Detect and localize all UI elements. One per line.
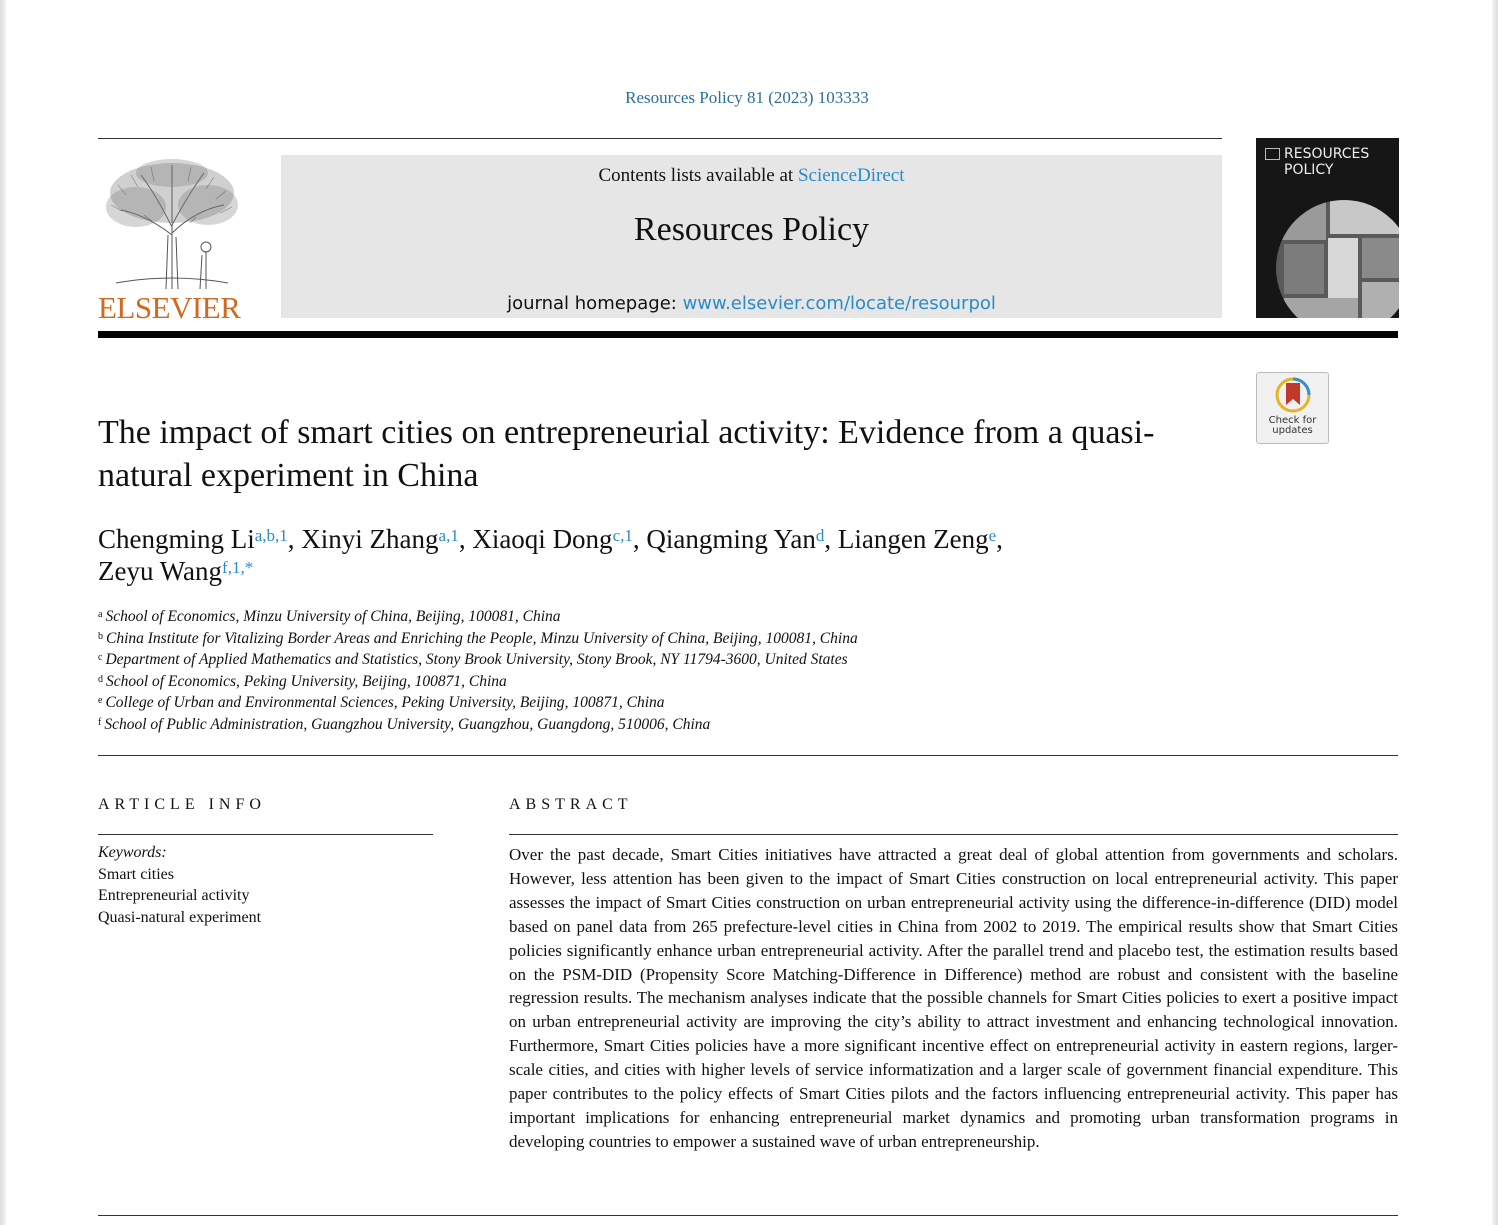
journal-homepage-link[interactable]: www.elsevier.com/locate/resourpol xyxy=(682,293,996,314)
author-name: Zeyu Wang xyxy=(98,556,223,586)
keyword-item: Quasi-natural experiment xyxy=(98,908,262,926)
cover-title-line1: RESOURCES xyxy=(1284,146,1370,162)
journal-title: Resources Policy xyxy=(633,211,870,248)
author-name: Chengming Li xyxy=(98,524,255,554)
author-affil-link[interactable]: f,1,* xyxy=(222,558,254,577)
affiliation-item xyxy=(98,692,1298,714)
article-info-heading: ARTICLE INFO xyxy=(98,796,266,813)
affiliation-label: d xyxy=(98,673,103,685)
affiliation-text: School of Economics, Minzu University of China, Beijing, 100081, China xyxy=(105,608,561,625)
affiliation-label: c xyxy=(98,652,103,663)
cover-title xyxy=(1284,146,1369,178)
author-affil-link[interactable]: e xyxy=(988,526,997,545)
check-for-updates-label xyxy=(1257,416,1328,436)
affiliation-text: China Institute for Vitalizing Border Areas and Enriching the People, Minzu University of China, Beijing, 100081, China xyxy=(106,629,858,647)
author-affil-link[interactable]: d xyxy=(815,526,825,545)
article-info-rule xyxy=(98,834,433,835)
journal-citation[interactable]: Resources Policy 81 (2023) 103333 xyxy=(625,88,869,107)
journal-cover[interactable] xyxy=(1256,138,1399,318)
section-rule xyxy=(98,755,1398,756)
author-list xyxy=(98,523,1298,587)
elsevier-logo-text[interactable]: ELSEVIER xyxy=(98,290,241,325)
keyword-item: Entrepreneurial activity xyxy=(98,887,250,904)
article-title: The impact of smart cities on entrepreneurial activity: Evidence from a quasi-natural experiment in China xyxy=(98,414,1155,494)
affiliation-list xyxy=(98,606,1298,735)
contents-line xyxy=(281,165,1222,187)
author-separator: , xyxy=(458,524,473,554)
masthead-rule xyxy=(98,331,1398,338)
affiliation-label: a xyxy=(98,609,103,620)
author-separator: , xyxy=(824,524,838,554)
cover-title-line2: POLICY xyxy=(1284,162,1334,178)
sciencedirect-link[interactable]: ScienceDirect xyxy=(797,165,905,186)
check-for-updates-button[interactable] xyxy=(1256,372,1329,444)
affiliation-text: College of Urban and Environmental Sciences, Peking University, Beijing, 100871, China xyxy=(105,694,665,711)
affiliation-text: School of Economics, Peking University, Beijing, 100871, China xyxy=(106,672,507,690)
cover-publisher-icon xyxy=(1265,148,1280,160)
author-separator: , xyxy=(287,524,302,554)
author-name: Qiangming Yan xyxy=(646,524,816,554)
keywords-block xyxy=(98,842,433,928)
affiliation-label: e xyxy=(98,695,103,706)
page-left-edge xyxy=(0,0,6,1225)
page-right-edge xyxy=(1492,0,1498,1225)
keyword-item: Smart cities xyxy=(98,865,174,883)
homepage-prefix: journal homepage: xyxy=(507,293,683,314)
author-name: Xiaoqi Dong xyxy=(472,524,613,554)
author-name: Liangen Zeng xyxy=(837,524,989,554)
cover-collage-icon xyxy=(1264,188,1399,318)
author-affil-link[interactable]: a,1 xyxy=(438,526,459,545)
homepage-line xyxy=(281,293,1222,314)
check-line1: Check for xyxy=(1268,415,1317,426)
check-line2: updates xyxy=(1272,425,1313,436)
contents-prefix: Contents lists available at xyxy=(598,165,798,186)
affiliation-label: f xyxy=(98,716,102,728)
bottom-rule xyxy=(98,1215,1398,1216)
author-name: Xinyi Zhang xyxy=(301,524,439,554)
affiliation-item xyxy=(98,671,1298,693)
abstract-text: Over the past decade, Smart Cities initiatives have attracted a great deal of global attention from governments and scholars. However, less attention has been given to the impact of Smart Cities construction on local entrepreneurial activity. This paper assesses the impact of Smart Cities construction on urban entrepreneurial activity using the difference-in-difference (DID) model based on panel data from 265 prefecture-level cities in China from 2002 to 2019. The empirical results show that Smart Cities policies significantly enhance urban entrepreneurial activity. After the parallel trend and placebo test, the estimation results based on the PSM-DID (Propensity Score Matching-Difference in Difference) method are robust and consistent with the baseline regression results. The mechanism analyses indicate that the possible channels for Smart Cities policies to exert a positive impact on urban entrepreneurial activity are improving the city’s ability to attract investment and enhancing technological innovation. Furthermore, Smart Cities policies have a more significant incentive effect on entrepreneurial activity in eastern regions, larger-scale cities, and cities with higher levels of service informatization and a larger scale of government financial expenditure. This paper contributes to the policy effects of Smart Cities pilots and the factors influencing entrepreneurial activity. This paper has important implications for enhancing entrepreneurial market dynamics and promoting urban transformation programs in developing countries to empower a sustained wave of urban entrepreneurship. xyxy=(509,845,1398,1151)
author-affil-link[interactable]: a,b,1 xyxy=(254,526,288,545)
abstract-rule xyxy=(509,834,1398,835)
journal-masthead xyxy=(281,155,1222,318)
bookmark-icon xyxy=(1275,377,1311,415)
header-rule xyxy=(98,138,1222,139)
author-separator: , xyxy=(632,524,647,554)
affiliation-label: b xyxy=(98,630,103,642)
affiliation-item xyxy=(98,714,1298,736)
keywords-label: Keywords: xyxy=(98,844,167,861)
affiliation-item xyxy=(98,649,1298,671)
author-affil-link[interactable]: c,1 xyxy=(612,526,633,545)
author-separator: , xyxy=(996,524,1003,554)
affiliation-item xyxy=(98,606,1298,628)
affiliation-text: Department of Applied Mathematics and Statistics, Stony Brook University, Stony Brook, NY 11794-3600, United States xyxy=(105,651,848,668)
abstract-heading: ABSTRACT xyxy=(509,796,633,813)
affiliation-text: School of Public Administration, Guangzhou University, Guangzhou, Guangdong, 510006, China xyxy=(104,715,711,733)
affiliation-item xyxy=(98,628,1298,650)
